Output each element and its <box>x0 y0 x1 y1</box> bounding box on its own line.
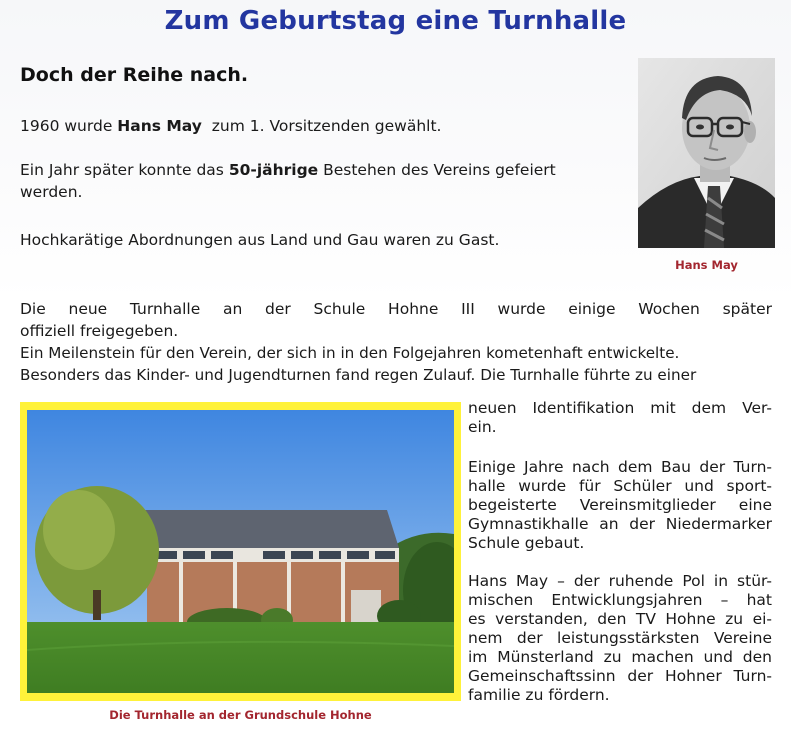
paragraph-anniversary <box>20 159 580 203</box>
text-line: Einige Jahre nach dem Bau der Turn- <box>468 458 772 476</box>
text-line: Schule gebaut. <box>468 534 585 552</box>
paragraph-gym-opening <box>20 298 772 342</box>
anniversary-bold: 50-jährige <box>228 161 319 179</box>
text-line: Gemeinschaftssinn der Hohner Turn- <box>468 667 772 685</box>
text-line: Besonders das Kinder- und Jugendturnen fand regen Zulauf. Die Turnhalle führte zu einer <box>20 366 697 384</box>
text-line: neuen Identifikation mit dem Ver- <box>468 399 772 417</box>
portrait-illustration <box>638 58 775 248</box>
text-line: familie zu fördern. <box>468 686 610 704</box>
gym-hall-photo <box>27 410 454 693</box>
text-line: halle wurde für Schüler und sport- <box>468 477 772 495</box>
text-line: mischen Entwicklungsjahren – hat <box>468 591 772 609</box>
text-line: begeisterte Vereinsmitglieder eine <box>468 496 772 514</box>
paragraph-milestone <box>20 342 772 386</box>
right-column-paragraph-identification <box>468 399 772 437</box>
page-title: Zum Geburtstag eine Turnhalle <box>164 6 627 36</box>
text-line: Ein Meilenstein für den Verein, der sich in in den Folgejahren kometenhaft entwickelte. <box>20 344 680 362</box>
right-column-paragraph-hans-may <box>468 572 772 705</box>
text-line: ein. <box>468 418 497 436</box>
photo-caption: Die Turnhalle an der Grundschule Hohne <box>109 708 372 722</box>
portrait-photo <box>638 58 775 248</box>
text: Bestehen des Vereins gefeiert werden. <box>20 161 556 201</box>
name-bold: Hans May <box>117 117 202 135</box>
section-heading: Doch der Reihe nach. <box>20 64 249 86</box>
text: Ein Jahr später konnte das <box>20 161 229 179</box>
gym-hall-illustration <box>27 410 454 693</box>
text-line: Die neue Turnhalle an der Schule Hohne III wurde einige Wochen später <box>20 300 772 318</box>
portrait-caption: Hans May <box>675 258 738 272</box>
text: zum 1. Vorsitzenden gewählt. <box>201 117 442 135</box>
paragraph-delegations: Hochkarätige Abordnungen aus Land und Gau waren zu Gast. <box>20 231 500 249</box>
text-line: Hans May – der ruhende Pol in stür- <box>468 572 772 590</box>
text: 1960 wurde <box>20 117 118 135</box>
text-line: es verstanden, den TV Hohne zu ei- <box>468 610 772 628</box>
paragraph-election <box>20 115 441 137</box>
text-line: nem der leistungsstärksten Vereine <box>468 629 772 647</box>
right-column-paragraph-gymnastikhalle <box>468 458 772 553</box>
text-line: Gymnastikhalle an der Niedermarker <box>468 515 772 533</box>
text-line: im Münsterland zu machen und den <box>468 648 772 666</box>
text-line: offiziell freigegeben. <box>20 322 179 340</box>
